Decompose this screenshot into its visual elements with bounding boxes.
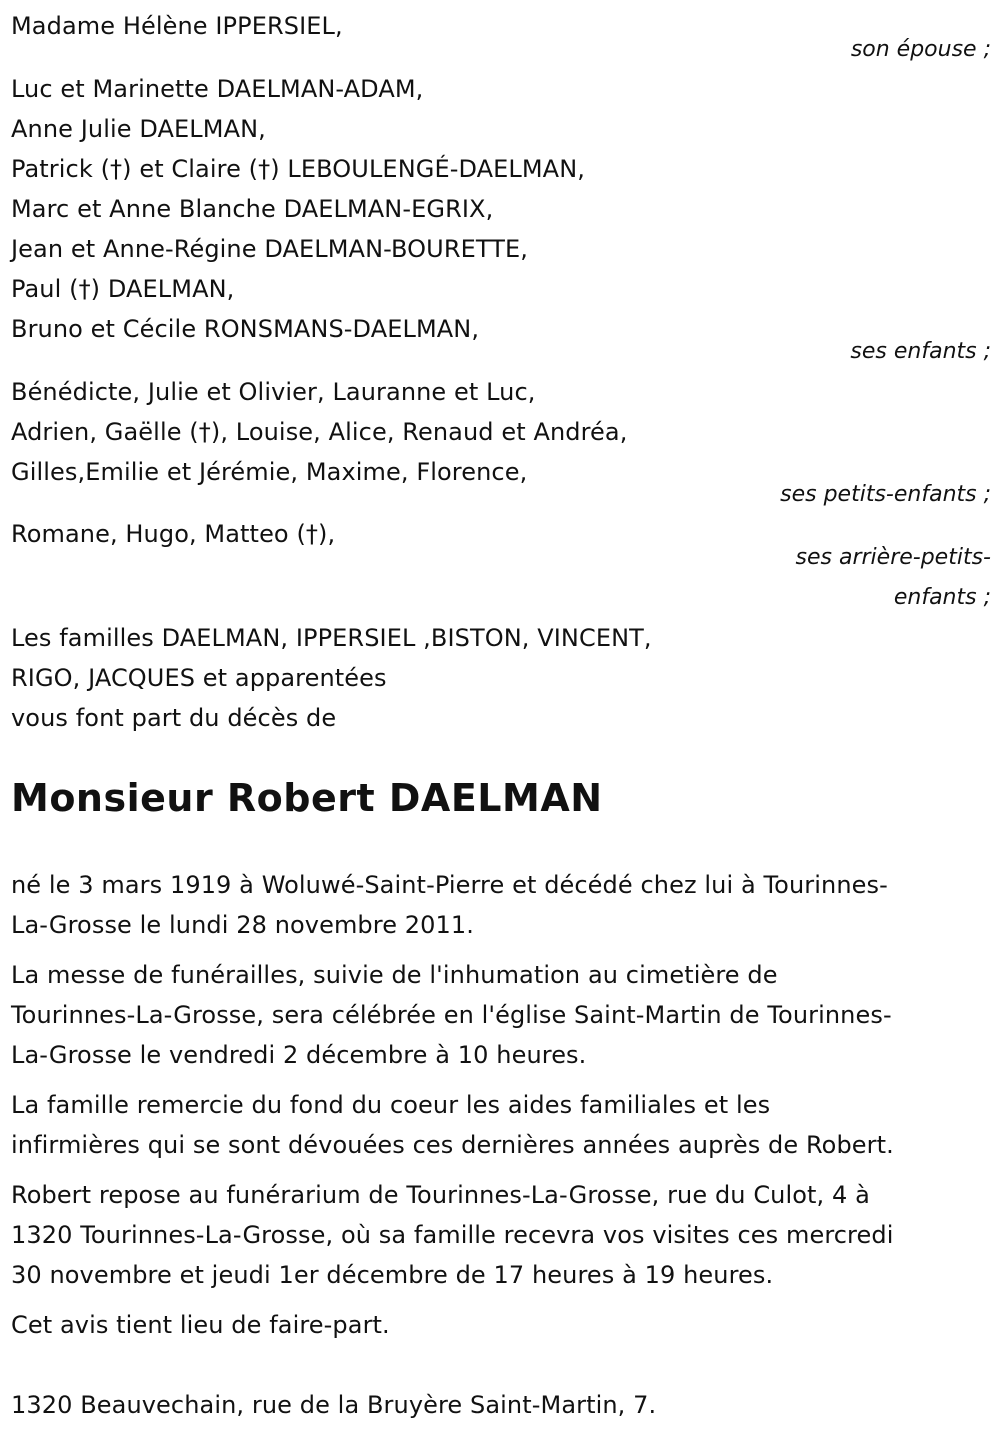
families-line: RIGO, JACQUES et apparentées [11,664,387,692]
address-line: 1320 Beauvechain, rue de la Bruyère Saint-Martin, 7. [11,1391,657,1419]
grandchildren-line: Adrien, Gaëlle (†), Louise, Alice, Renaud et Andréa, [11,418,628,446]
thanks-line: La famille remercie du fond du coeur les aides familiales et les [11,1091,771,1119]
deceased-name: Monsieur Robert DAELMAN [11,776,603,820]
children-line: Patrick (†) et Claire (†) LEBOULENGÉ-DAELMAN, [11,155,585,183]
great-grandchildren-role: enfants ; [893,585,991,610]
thanks-line: infirmières qui se sont dévouées ces dernières années auprès de Robert. [11,1131,894,1159]
grandchildren-line: Gilles,Emilie et Jérémie, Maxime, Florence, [11,458,528,486]
great-grandchildren-names: Romane, Hugo, Matteo (†), [11,520,336,548]
birth-line: né le 3 mars 1919 à Woluwé-Saint-Pierre et décédé chez lui à Tourinnes- [11,871,888,899]
birth-line: La-Grosse le lundi 28 novembre 2011. [11,911,475,939]
children-line: Anne Julie DAELMAN, [11,115,266,143]
notice-line: Cet avis tient lieu de faire-part. [11,1311,390,1339]
great-grandchildren-role: ses arrière-petits- [795,545,991,570]
children-line: Bruno et Cécile RONSMANS-DAELMAN, [11,315,480,343]
children-line: Marc et Anne Blanche DAELMAN-EGRIX, [11,195,494,223]
visits-line: 1320 Tourinnes-La-Grosse, où sa famille recevra vos visites ces mercredi [11,1221,894,1249]
children-role: ses enfants ; [850,339,991,364]
grandchildren-role: ses petits-enfants ; [780,482,991,507]
children-line: Luc et Marinette DAELMAN-ADAM, [11,75,424,103]
funeral-line: La messe de funérailles, suivie de l'inhumation au cimetière de [11,961,778,989]
children-line: Paul (†) DAELMAN, [11,275,235,303]
funeral-line: Tourinnes-La-Grosse, sera célébrée en l'église Saint-Martin de Tourinnes- [11,1001,892,1029]
funeral-line: La-Grosse le vendredi 2 décembre à 10 heures. [11,1041,587,1069]
children-line: Jean et Anne-Régine DAELMAN-BOURETTE, [11,235,528,263]
death-notice [11,0,991,1438]
families-line: Les familles DAELMAN, IPPERSIEL ,BISTON, VINCENT, [11,624,652,652]
visits-line: 30 novembre et jeudi 1er décembre de 17 heures à 19 heures. [11,1261,774,1289]
visits-line: Robert repose au funérarium de Tourinnes-La-Grosse, rue du Culot, 4 à [11,1181,870,1209]
spouse-role: son épouse ; [850,37,991,62]
grandchildren-line: Bénédicte, Julie et Olivier, Lauranne et Luc, [11,378,536,406]
spouse-names: Madame Hélène IPPERSIEL, [11,12,343,40]
families-line: vous font part du décès de [11,704,337,732]
